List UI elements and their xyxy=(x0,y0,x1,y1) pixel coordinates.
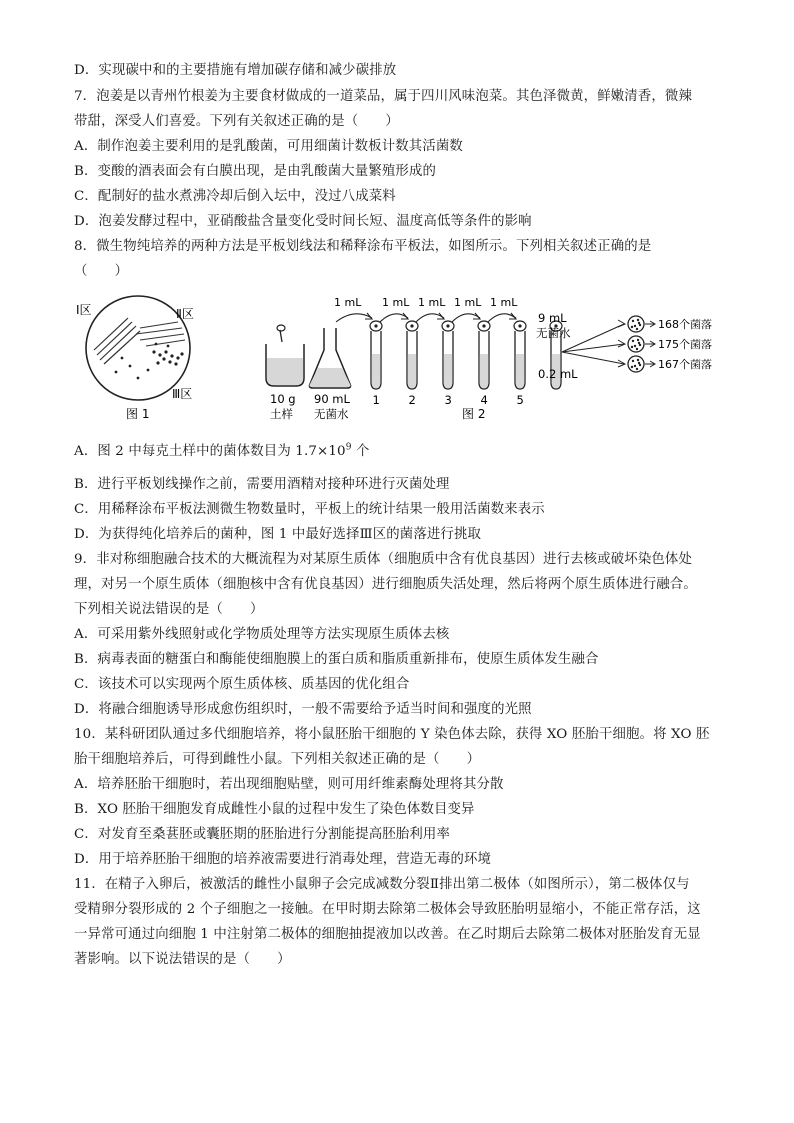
colony-count-label: 167个菌落 xyxy=(658,358,712,371)
transfer-arrow xyxy=(488,313,516,322)
q10-option-a: A．培养胚胎干细胞时，若出现细胞贴壁，则可用纤维素酶处理将其分散 xyxy=(74,777,504,792)
q8-option-c: C．用稀释涂布平板法测微生物数量时，平板上的统计结果一般用活菌数来表示 xyxy=(74,502,545,517)
figure1-streak-plate xyxy=(76,296,194,421)
zone2-label: Ⅱ区 xyxy=(176,307,194,321)
q11-stem-line4: 著影响。以下说法错误的是（ ） xyxy=(74,952,291,967)
q9-option-a: A．可采用紫外线照射或化学物质处理等方法实现原生质体去核 xyxy=(74,627,450,642)
colony-plate xyxy=(562,336,655,352)
q9-stem-line2: 理，对另一个原生质体（细胞核中含有优良基因）进行细胞质失活处理，然后将两个原生质体进行融合。 xyxy=(74,577,697,592)
q9-option-d: D．将融合细胞诱导形成愈伤组织时，一般不需要给予适当时间和强度的光照 xyxy=(74,702,532,717)
tube-number-label: 2 xyxy=(408,393,416,407)
q10-stem-line1: 10．某科研团队通过多代细胞培养，将小鼠胚胎干细胞的 Y 染色体去除，获得 XO 胚胎干细胞。将 XO 胚 xyxy=(74,727,710,742)
colony-count-label: 175个菌落 xyxy=(658,338,712,351)
petri-dish xyxy=(86,296,193,401)
q8-option-d: D．为获得纯化培养后的菌种，图 1 中最好选择Ⅲ区的菌落进行挑取 xyxy=(74,527,482,542)
transfer-arrow xyxy=(336,313,372,322)
tube-number-label: 5 xyxy=(516,393,524,407)
tube-number-label: 3 xyxy=(444,393,452,407)
colony-count-label: 168个菌落 xyxy=(658,318,712,331)
q10-stem-line2: 胎干细胞培养后，可得到雌性小鼠。下列相关叙述正确的是（ ） xyxy=(74,752,481,767)
zone2-streaks xyxy=(136,322,185,346)
dilution-tube xyxy=(478,321,490,389)
flask-volume-label: 90 mL xyxy=(314,392,350,406)
q7-option-b: B．变酸的酒表面会有白膜出现，是由乳酸菌大量繁殖形成的 xyxy=(74,164,437,179)
tube-number-label: 4 xyxy=(480,393,488,407)
q8-option-a-text: A．图 2 中每克土样中的菌体数目为 1.7×10 xyxy=(74,444,346,459)
q8-stem-line1: 8．微生物纯培养的两种方法是平板划线法和稀释涂布平板法，如图所示。下列相关叙述正确的是 xyxy=(74,239,652,254)
transfer-arrow xyxy=(452,313,480,322)
q8-figure-svg xyxy=(70,292,730,424)
q9-option-b: B．病毒表面的糖蛋白和酶能使细胞膜上的蛋白质和脂质重新排布，使原生质体发生融合 xyxy=(74,652,599,667)
q9-option-c: C．该技术可以实现两个原生质体核、质基因的优化组合 xyxy=(74,677,410,692)
colony-plates xyxy=(562,316,712,372)
beaker-mass-label: 10 g xyxy=(270,392,296,406)
q8-option-a xyxy=(74,443,734,461)
q8-option-b: B．进行平板划线操作之前，需要用酒精对接种环进行灭菌处理 xyxy=(74,477,450,492)
q11-stem-line3: 一异常可通过向细胞 1 中注射第二极体的细胞抽提液加以改善。在乙时期后去除第二极体对胚胎发育无显 xyxy=(74,927,701,942)
figure2-dilution xyxy=(266,296,712,421)
figure1-caption: 图 1 xyxy=(126,407,150,421)
q8-option-a-unit: 个 xyxy=(351,444,370,459)
q8-stem-line2: （ ） xyxy=(74,264,129,279)
q9-stem-line3: 下列相关说法错误的是（ ） xyxy=(74,602,264,617)
zone3-colonies xyxy=(115,343,184,380)
tube-number-label: 1 xyxy=(372,393,380,407)
q7-option-d: D．泡姜发酵过程中，亚硝酸盐含量变化受时间长短、温度高低等条件的影响 xyxy=(74,214,532,229)
q9-stem-line1: 9．非对称细胞融合技术的大概流程为对某原生质体（细胞质中含有优良基因）进行去核或破坏染色体处 xyxy=(74,552,692,567)
plating-volume-label: 0.2 mL xyxy=(538,367,578,381)
zone1-streaks xyxy=(94,318,140,364)
transfer-arrow xyxy=(416,313,444,322)
transfer-arrow xyxy=(380,313,408,322)
figure2-caption: 图 2 xyxy=(462,407,486,421)
q8-figure xyxy=(70,292,730,424)
transfer-volume-label: 1 mL xyxy=(334,296,362,309)
dilution-tube xyxy=(406,321,418,389)
beaker-name-label: 土样 xyxy=(270,407,293,421)
dilution-tube xyxy=(370,321,382,389)
q11-stem-line1: 11．在精子入卵后，被激活的雌性小鼠卵子会完成减数分裂Ⅱ排出第二极体（如图所示），第二极体仅与 xyxy=(74,877,690,892)
dilution-tube xyxy=(514,321,526,389)
q7-option-a: A．制作泡姜主要利用的是乳酸菌，可用细菌计数板计数其活菌数 xyxy=(74,139,463,154)
tube6-volume-label: 9 mL xyxy=(538,311,567,325)
water-flask xyxy=(309,328,350,388)
zone3-label: Ⅲ区 xyxy=(172,387,193,401)
transfer-volume-label: 1 mL xyxy=(490,296,518,309)
q7-option-c: C．配制好的盐水煮沸冷却后倒入坛中，没过八成菜料 xyxy=(74,189,396,204)
q10-option-d: D．用于培养胚胎干细胞的培养液需要进行消毒处理，营造无毒的环境 xyxy=(74,852,492,867)
q7-stem-line2: 带甜，深受人们喜爱。下列有关叙述正确的是（ ） xyxy=(74,114,399,129)
q10-option-c: C．对发育至桑葚胚或囊胚期的胚胎进行分割能提高胚胎利用率 xyxy=(74,827,450,842)
transfer-volume-label: 1 mL xyxy=(454,296,482,309)
soil-beaker xyxy=(266,325,304,386)
q11-stem-line2: 受精卵分裂形成的 2 个子细胞之一接触。在甲时期去除第二极体会导致胚胎明显缩小，不能正常存活，这 xyxy=(74,902,701,917)
zone1-label: Ⅰ区 xyxy=(76,303,92,317)
tube6-name-label: 无菌水 xyxy=(536,326,571,340)
q7-stem-line1: 7．泡姜是以青州竹根姜为主要食材做成的一道菜品，属于四川风味泡菜。其色泽微黄，鲜嫩清香，微辣 xyxy=(74,89,692,104)
dilution-tubes xyxy=(370,321,562,407)
dilution-tube xyxy=(442,321,454,389)
flask-name-label: 无菌水 xyxy=(314,407,349,421)
q10-option-b: B．XO 胚胎干细胞发育成雌性小鼠的过程中发生了染色体数目变异 xyxy=(74,802,475,817)
q8-option-a-exponent: 9 xyxy=(345,442,352,453)
q6-option-d: D．实现碳中和的主要措施有增加碳存储和减少碳排放 xyxy=(74,63,397,78)
transfer-arrows xyxy=(334,296,518,322)
transfer-volume-label: 1 mL xyxy=(382,296,410,309)
transfer-volume-label: 1 mL xyxy=(418,296,446,309)
